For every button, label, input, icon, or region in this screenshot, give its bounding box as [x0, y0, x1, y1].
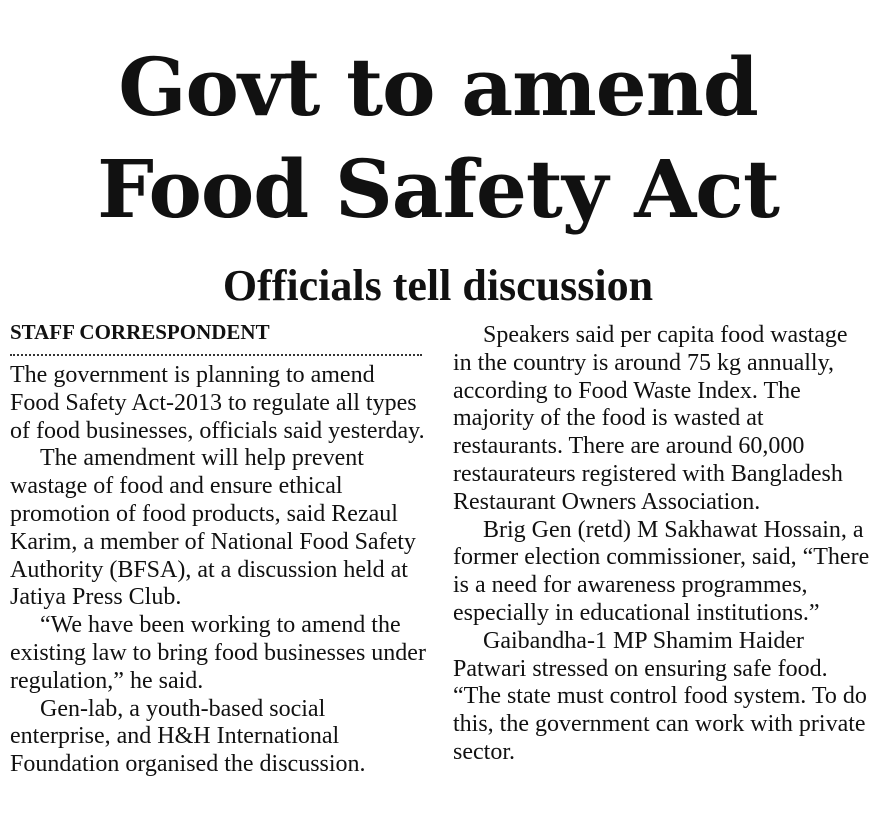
byline: STAFF CORRESPONDENT: [10, 318, 422, 356]
paragraph: The amendment will help prevent wastage of food and ensure ethical promotion of food products, said Rezaul Karim, a member of National Food Safety Authority (BFSA), at a discussion held at Jatiya Press Club.: [10, 445, 416, 611]
headline-line-2: Food Safety Act: [97, 142, 779, 236]
paragraph: Gaibandha-1 MP Shamim Haider Patwari stressed on ensuring safe food. “The state must control food system. To do this, the government can work with private sector.: [453, 627, 867, 765]
subheadline: Officials tell discussion: [222, 261, 654, 310]
paragraph: “We have been working to amend the existing law to bring food businesses under regulation,” he said.: [10, 612, 426, 694]
paragraph: Gen-lab, a youth-based social enterprise, and H&H International Foundation organised the discussion.: [10, 695, 366, 778]
headline-line-1: Govt to amend: [118, 40, 758, 134]
paragraph: Speakers said per capita food wastage in the country is around 75 kg annually, according to Food Waste Index. The majority of the food is wasted at restaurants. There are around 60,000 restaurateurs registered with Bangladesh Restaurant Owners Association.: [453, 322, 848, 515]
article-column-right: [453, 322, 871, 767]
headline: [0, 36, 876, 240]
paragraph-lead: The government is planning to amend Food Safety Act-2013 to regulate all types of food businesses, officials said yesterday.: [10, 362, 425, 444]
article-column-left: [10, 318, 426, 779]
paragraph: Brig Gen (retd) M Sakhawat Hossain, a former election commissioner, said, “There is a need for awareness programmes, especially in educational institutions.”: [453, 516, 870, 626]
